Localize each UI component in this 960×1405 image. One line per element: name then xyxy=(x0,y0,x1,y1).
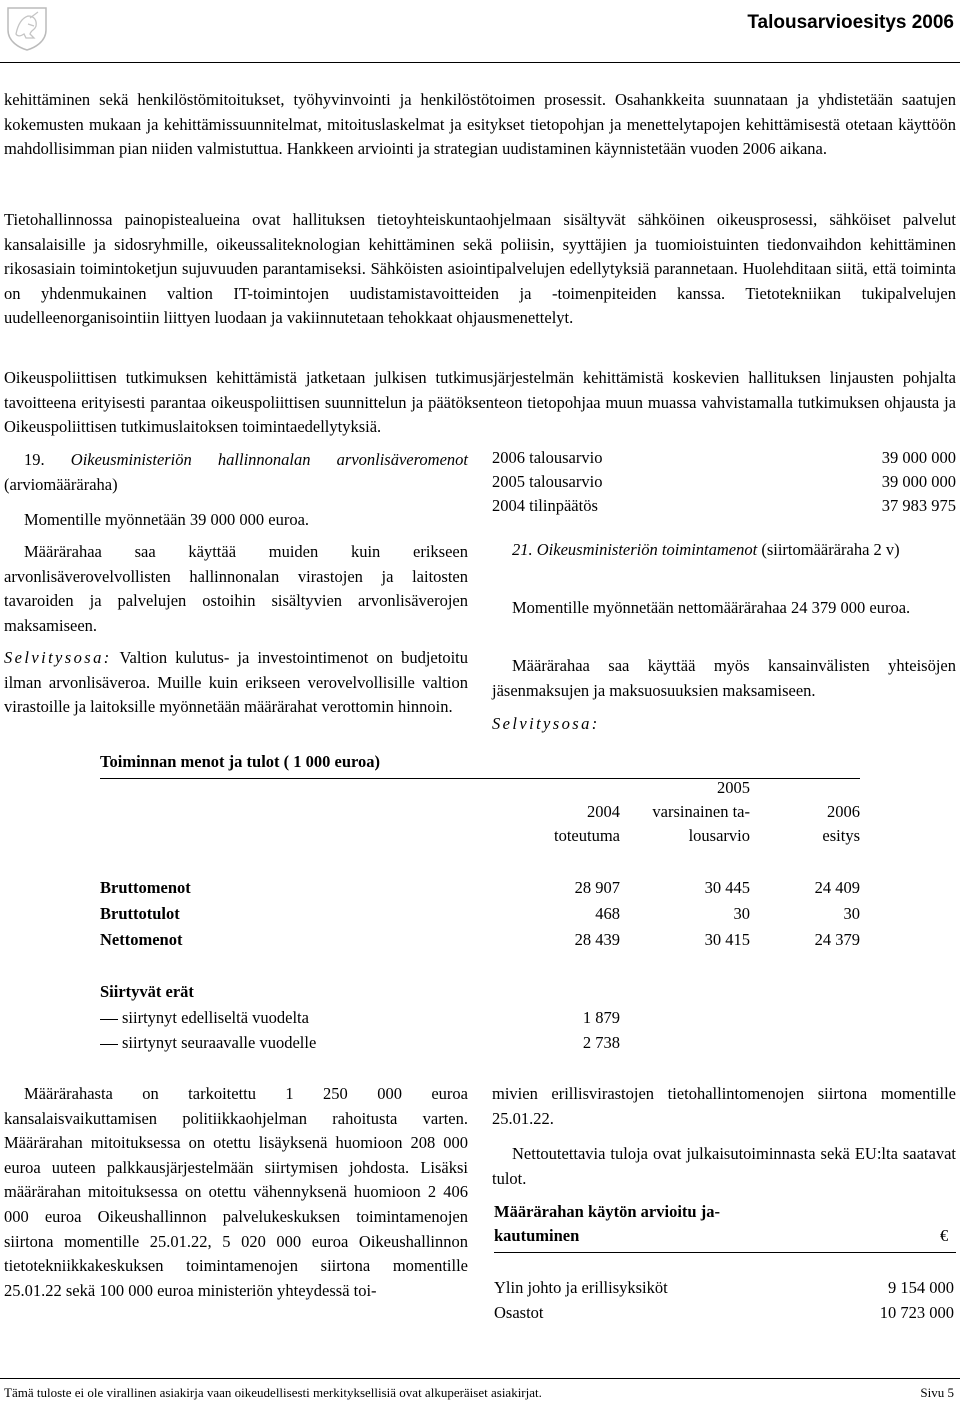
dash-mark xyxy=(100,1019,118,1020)
allocation-title: Määrärahan käytön arvioitu ja- kautuminen xyxy=(494,1202,720,1245)
currency-label: € xyxy=(940,1226,949,1245)
page-number: Sivu 5 xyxy=(920,1385,954,1400)
table-row: Bruttotulot 468 30 30 xyxy=(100,904,860,923)
budget-summary-row: 2005 talousarvio 39 000 000 xyxy=(492,472,956,491)
footer-disclaimer: Tämä tuloste ei ole virallinen asiakirja vaan oikeudellisesti merkityksellisiä ovat alkuperäiset asiakirjat. xyxy=(4,1385,542,1400)
table-row: Ylin johto ja erillisyksiköt 9 154 000 xyxy=(494,1278,954,1297)
item-21-appropriation: Momentille myönnetään nettomäärärahaa 24 379 000 euroa. xyxy=(512,598,911,617)
budget-summary-row: 2004 tilinpäätös 37 983 975 xyxy=(492,496,956,515)
item-19-usage: Määrärahaa saa käyttää muiden kuin erikseen arvonlisäverovelvollisten hallinnonalan virastojen ja laitosten tavaroiden ja palvelujen ostoihin sisältyvien arvonlisäverojen maksamiseen. xyxy=(4,542,468,635)
bottom-right-paragraph-2: Nettoutettavia tuloja ovat julkaisutoiminnasta sekä EU:lta saatavat tulot. xyxy=(492,1144,956,1188)
bottom-right-paragraph-1: mivien erillisvirastojen tietohallintomenojen siirtona momentille 25.01.22. xyxy=(492,1084,956,1128)
footer-rule xyxy=(0,1378,960,1379)
logo xyxy=(4,4,50,52)
dash-mark xyxy=(100,1044,118,1045)
page-title: Talousarvioesitys 2006 xyxy=(747,12,954,33)
bottom-left-paragraph: Määrärahasta on tarkoitettu 1 250 000 euroa kansalaisvaikuttamisen politiikkaohjelman rahoitusta varten. Määrärahan mitoituksessa on otettu lisäyksenä huomioon 208 000 euroa uuteen palkkausjärjestelmään siirtymisen johdosta. Lisäksi määrärahan mitoituksessa on otettu vähennyksenä huomioon 2 406 000 euroa Oikeushallinnon palvelukeskuksen toimintamenojen siirtona momentille 25.01.22, 5 020 000 euroa Oikeushallinnon tietotekniikkakeskuksen toimintamenojen siirtona momentille 25.01.22 sekä 100 000 euroa ministeriön yhteydessä toi- xyxy=(4,1084,468,1300)
intro-paragraph-2: Tietohallinnossa painopistealueina ovat hallituksen tietoyhteiskuntaohjelmaan sisältyvät sähköinen oikeusprosessi, sähköiset palvelut kansalaisille ja sidosryhmille, oikeussaliteknologian kehittäminen sekä poliisin, syyttäjien ja tuomioistuinten tiedonvaihdon kehittäminen rikosasiain toimintoketjun sujuvuuden parantamiseksi. Sähköisten asiointipalvelujen edellytyksiä parannetaan. Huolehditaan siitä, että toiminta on yhdenmukainen valtion IT-toimintojen uudistamistavoitteiden ja -toimenpiteiden kanssa. Tietotekniikan tukipalvelujen uudelleenorganisointiin liittyen luodaan ja vakiinnutetaan tehokkaat ohjausmenettelyt. xyxy=(4,210,956,328)
explanation-label: Selvitysosa: xyxy=(4,648,112,667)
table-row: Nettomenot 28 439 30 415 24 379 xyxy=(100,930,860,949)
item-title: Oikeusministeriön toimintamenot xyxy=(536,540,758,559)
lion-coat-of-arms-icon xyxy=(4,4,50,52)
col-header-2005: 2005 varsinainen ta- lousarvio xyxy=(652,778,750,845)
col-header-2006: 2006 esitys xyxy=(822,802,860,845)
header-rule xyxy=(0,62,960,63)
item-21-heading xyxy=(492,538,956,563)
table-row: siirtynyt edelliseltä vuodelta 1 879 xyxy=(100,1006,620,1030)
item-21-explanation-label: Selvitysosa: xyxy=(492,714,600,733)
item-title: Oikeusministeriön hallinnonalan arvonlisäveromenot xyxy=(70,450,469,469)
item-19-appropriation: Momentille myönnetään 39 000 000 euroa. xyxy=(24,510,310,529)
item-19-explanation: Selvitysosa: Valtion kulutus- ja investointimenot on budjetoitu ilman arvonlisäveroa. Muille kuin erikseen verovelvollisille valtion virastoille ja laitoksille myönnetään määrärahat verottomin hinnoin. xyxy=(4,648,468,717)
transfers-title: Siirtyvät erät xyxy=(100,982,194,1001)
table-row: siirtynyt seuraavalle vuodelle 2 738 xyxy=(100,1031,620,1055)
item-19-heading xyxy=(4,448,468,497)
intro-paragraph-3: Oikeuspoliittisen tutkimuksen kehittämistä jatketaan julkisen tutkimusjärjestelmän kehittämistä koskevien hallituksen linjausten pohjalta tavoitteena erityisesti parantaa oikeuspoliittisen suunnittelun ja päätöksenteon tietopohjaa muun muassa vahvistamalla tutkimuksen ohjausta ja Oikeuspoliittisen tutkimuslaitoksen toimintaedellytyksiä. xyxy=(4,368,956,437)
allocation-rule xyxy=(494,1252,956,1253)
budget-summary-row: 2006 talousarvio 39 000 000 xyxy=(492,448,956,467)
intro-paragraph-1: kehittäminen sekä henkilöstömitoitukset, työhyvinvointi ja henkilöstötoimen prosessit. Osahankkeita suunnataan ja yhdistetään saatujen kokemusten mukaan ja kehittämissuunnitelmat, mitoituslaskelmat ja esitykset tietopohjan ja menettelytapojen kehittämisestä otetaan käyttöön mahdollisimman pian niiden valmistuttua. Hankkeen arviointi ja strategian uudistaminen käynnistetään vuoden 2006 aikana. xyxy=(4,90,956,159)
table-row: Bruttomenot 28 907 30 445 24 409 xyxy=(100,878,860,897)
col-header-2004: 2004 toteutuma xyxy=(554,802,620,845)
item-suffix: (arviomääräraha) xyxy=(4,474,118,494)
item-number: 19. xyxy=(24,450,45,469)
ops-table-title: Toiminnan menot ja tulot ( 1 000 euroa) xyxy=(100,752,381,771)
item-suffix: (siirtomääräraha 2 v) xyxy=(761,540,900,559)
table-row: Osastot 10 723 000 xyxy=(494,1303,954,1322)
item-21-usage: Määrärahaa saa käyttää myös kansainvälisten yhteisöjen jäsenmaksujen ja maksuosuuksien maksamiseen. xyxy=(492,656,956,700)
item-number: 21. xyxy=(512,540,533,559)
